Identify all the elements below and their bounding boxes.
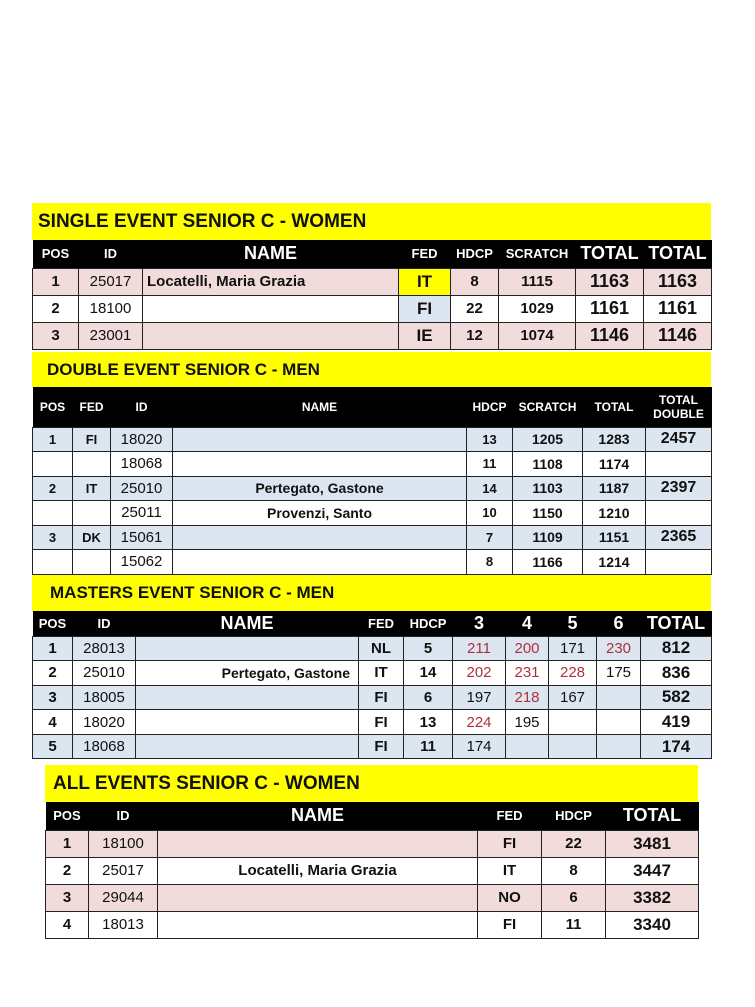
table-row (33, 550, 712, 575)
column-header: POS (33, 611, 73, 636)
column-header: NAME (158, 802, 478, 830)
table-cell: 1108 (513, 452, 583, 477)
table-cell (158, 911, 478, 938)
table-cell: 25010 (73, 661, 136, 686)
column-header: TOTAL (644, 240, 712, 268)
table-cell: 1210 (583, 501, 646, 526)
column-header: NAME (173, 387, 467, 427)
column-header: TOTAL (576, 240, 644, 268)
table-cell: 1151 (583, 525, 646, 550)
masters-event-section (32, 575, 711, 759)
table-cell: 1 (33, 427, 73, 452)
table-cell: IT (478, 857, 542, 884)
table-row (33, 636, 712, 661)
table-row (33, 452, 712, 477)
table-cell: 18020 (111, 427, 173, 452)
double-event-table (32, 387, 712, 575)
table-cell: 1103 (513, 476, 583, 501)
table-cell: 5 (404, 636, 453, 661)
table-cell: 23001 (79, 322, 143, 349)
table-cell (33, 452, 73, 477)
header-row (33, 611, 712, 636)
single-event-table (32, 240, 712, 350)
table-cell: 25011 (111, 501, 173, 526)
column-header: TOTAL (606, 802, 699, 830)
table-cell: 6 (542, 884, 606, 911)
table-cell: 231 (506, 661, 549, 686)
table-cell: 3 (33, 685, 73, 710)
table-cell: 29044 (89, 884, 158, 911)
table-cell (136, 734, 359, 759)
table-cell (173, 550, 467, 575)
table-cell: 14 (467, 476, 513, 501)
table-cell: 11 (404, 734, 453, 759)
table-cell: 200 (506, 636, 549, 661)
header-row (46, 802, 699, 830)
table-cell: 7 (467, 525, 513, 550)
table-cell: 1 (33, 268, 79, 295)
table-cell: NL (359, 636, 404, 661)
table-cell: 22 (542, 830, 606, 857)
table-cell: 18100 (79, 295, 143, 322)
table-cell: FI (73, 427, 111, 452)
table-cell: FI (359, 685, 404, 710)
table-cell: 1161 (644, 295, 712, 322)
table-cell: FI (478, 830, 542, 857)
table-cell: 171 (549, 636, 597, 661)
table-cell: 1115 (499, 268, 576, 295)
table-row (33, 295, 712, 322)
table-cell: 3382 (606, 884, 699, 911)
table-cell: 202 (453, 661, 506, 686)
column-header: ID (73, 611, 136, 636)
table-cell: 224 (453, 710, 506, 735)
table-row (33, 476, 712, 501)
table-cell: 12 (451, 322, 499, 349)
column-header: FED (359, 611, 404, 636)
section-title: DOUBLE EVENT SENIOR C - MEN (32, 352, 711, 387)
table-cell: IE (399, 322, 451, 349)
table-cell: 1146 (644, 322, 712, 349)
table-cell: 3 (46, 884, 89, 911)
table-cell: 13 (404, 710, 453, 735)
table-row (33, 661, 712, 686)
column-header: POS (33, 387, 73, 427)
table-cell: 4 (33, 710, 73, 735)
table-cell: 2 (33, 295, 79, 322)
table-cell: 197 (453, 685, 506, 710)
table-cell: 582 (641, 685, 712, 710)
table-cell: IT (399, 268, 451, 295)
column-header: TOTAL (583, 387, 646, 427)
table-row (33, 427, 712, 452)
table-cell (173, 525, 467, 550)
table-cell: 4 (46, 911, 89, 938)
column-header: ID (111, 387, 173, 427)
table-cell: 1174 (583, 452, 646, 477)
table-cell (506, 734, 549, 759)
column-header: NAME (143, 240, 399, 268)
table-cell: 3481 (606, 830, 699, 857)
table-cell: 230 (597, 636, 641, 661)
table-cell: 18013 (89, 911, 158, 938)
table-cell: DK (73, 525, 111, 550)
column-header: NAME (136, 611, 359, 636)
column-header: 5 (549, 611, 597, 636)
column-header: SCRATCH (513, 387, 583, 427)
table-cell: 18020 (73, 710, 136, 735)
table-cell: 1163 (644, 268, 712, 295)
column-header: HDCP (404, 611, 453, 636)
table-cell (73, 452, 111, 477)
table-cell (173, 427, 467, 452)
table-cell: 174 (641, 734, 712, 759)
table-cell (33, 550, 73, 575)
table-cell: 228 (549, 661, 597, 686)
table-cell: FI (359, 710, 404, 735)
column-header: FED (399, 240, 451, 268)
table-cell: 6 (404, 685, 453, 710)
table-row (33, 710, 712, 735)
table-cell: 211 (453, 636, 506, 661)
table-cell: 3 (33, 525, 73, 550)
table-row (33, 525, 712, 550)
column-header: ID (89, 802, 158, 830)
table-row (33, 685, 712, 710)
table-cell: 1187 (583, 476, 646, 501)
column-header: POS (46, 802, 89, 830)
table-cell: FI (478, 911, 542, 938)
table-cell: Provenzi, Santo (173, 501, 467, 526)
table-cell: 2 (33, 476, 73, 501)
column-header: 3 (453, 611, 506, 636)
table-cell: 2 (46, 857, 89, 884)
table-cell (158, 884, 478, 911)
table-cell: 25017 (89, 857, 158, 884)
table-cell: IT (73, 476, 111, 501)
table-cell (597, 734, 641, 759)
table-cell (73, 501, 111, 526)
table-cell (158, 830, 478, 857)
table-row (33, 501, 712, 526)
column-header: HDCP (451, 240, 499, 268)
column-header: FED (478, 802, 542, 830)
table-cell (173, 452, 467, 477)
table-cell: 18068 (73, 734, 136, 759)
table-cell: Locatelli, Maria Grazia (143, 268, 399, 295)
table-cell: 2365 (646, 525, 712, 550)
column-header: TOTAL (641, 611, 712, 636)
table-cell: 1161 (576, 295, 644, 322)
table-cell: 3340 (606, 911, 699, 938)
section-title: SINGLE EVENT SENIOR C - WOMEN (32, 203, 711, 240)
column-header: FED (73, 387, 111, 427)
column-header: HDCP (542, 802, 606, 830)
table-cell: 13 (467, 427, 513, 452)
table-cell: 14 (404, 661, 453, 686)
table-row (46, 830, 699, 857)
table-cell: 11 (542, 911, 606, 938)
masters-event-table (32, 611, 712, 759)
table-cell: IT (359, 661, 404, 686)
column-header: POS (33, 240, 79, 268)
table-cell: 1074 (499, 322, 576, 349)
table-row (33, 322, 712, 349)
table-row (46, 911, 699, 938)
table-cell: 28013 (73, 636, 136, 661)
table-cell (597, 685, 641, 710)
table-cell: 812 (641, 636, 712, 661)
table-cell: 25017 (79, 268, 143, 295)
table-cell (143, 322, 399, 349)
table-cell (136, 710, 359, 735)
table-cell: 167 (549, 685, 597, 710)
table-cell: 15062 (111, 550, 173, 575)
table-cell: 5 (33, 734, 73, 759)
table-cell: 10 (467, 501, 513, 526)
table-cell: 419 (641, 710, 712, 735)
table-cell: 3 (33, 322, 79, 349)
table-cell: 18100 (89, 830, 158, 857)
table-cell (73, 550, 111, 575)
table-cell (136, 636, 359, 661)
table-cell: 1 (33, 636, 73, 661)
table-cell: 1150 (513, 501, 583, 526)
table-cell: 836 (641, 661, 712, 686)
header-row (33, 240, 712, 268)
table-cell: 8 (542, 857, 606, 884)
table-cell: 1163 (576, 268, 644, 295)
table-cell: 1029 (499, 295, 576, 322)
table-cell: 2 (33, 661, 73, 686)
table-cell: 1205 (513, 427, 583, 452)
table-cell: 18005 (73, 685, 136, 710)
table-cell: 2457 (646, 427, 712, 452)
header-row (33, 387, 712, 427)
table-cell: 1166 (513, 550, 583, 575)
table-cell: NO (478, 884, 542, 911)
all-events-section (45, 765, 698, 939)
double-event-section (32, 352, 711, 575)
column-header: SCRATCH (499, 240, 576, 268)
table-cell: FI (399, 295, 451, 322)
table-cell: 175 (597, 661, 641, 686)
column-header: HDCP (467, 387, 513, 427)
column-header: ID (79, 240, 143, 268)
table-cell: 3447 (606, 857, 699, 884)
all-events-table (45, 802, 699, 939)
column-header: 4 (506, 611, 549, 636)
single-event-section (32, 203, 711, 350)
table-row (33, 734, 712, 759)
column-header: TOTAL DOUBLE (646, 387, 712, 427)
table-cell: Pertegato, Gastone (173, 476, 467, 501)
table-cell (646, 550, 712, 575)
table-cell: 15061 (111, 525, 173, 550)
table-cell (597, 710, 641, 735)
table-cell: 1 (46, 830, 89, 857)
table-cell: Locatelli, Maria Grazia (158, 857, 478, 884)
table-cell: 1283 (583, 427, 646, 452)
table-cell: 11 (467, 452, 513, 477)
table-cell: 2397 (646, 476, 712, 501)
table-cell: 22 (451, 295, 499, 322)
table-cell (136, 685, 359, 710)
table-cell (549, 710, 597, 735)
table-row (46, 884, 699, 911)
table-cell (646, 452, 712, 477)
table-cell (143, 295, 399, 322)
section-title: ALL EVENTS SENIOR C - WOMEN (45, 765, 698, 802)
table-cell: FI (359, 734, 404, 759)
table-cell: 8 (451, 268, 499, 295)
table-cell: 1109 (513, 525, 583, 550)
table-cell: 1214 (583, 550, 646, 575)
table-row (46, 857, 699, 884)
table-cell: 218 (506, 685, 549, 710)
table-cell: 1146 (576, 322, 644, 349)
table-cell (33, 501, 73, 526)
table-cell: 18068 (111, 452, 173, 477)
table-cell: 195 (506, 710, 549, 735)
table-cell (646, 501, 712, 526)
table-cell: Pertegato, Gastone (136, 661, 359, 686)
section-title: MASTERS EVENT SENIOR C - MEN (32, 575, 711, 611)
table-row (33, 268, 712, 295)
table-cell (549, 734, 597, 759)
column-header: 6 (597, 611, 641, 636)
table-cell: 25010 (111, 476, 173, 501)
table-cell: 8 (467, 550, 513, 575)
table-cell: 174 (453, 734, 506, 759)
